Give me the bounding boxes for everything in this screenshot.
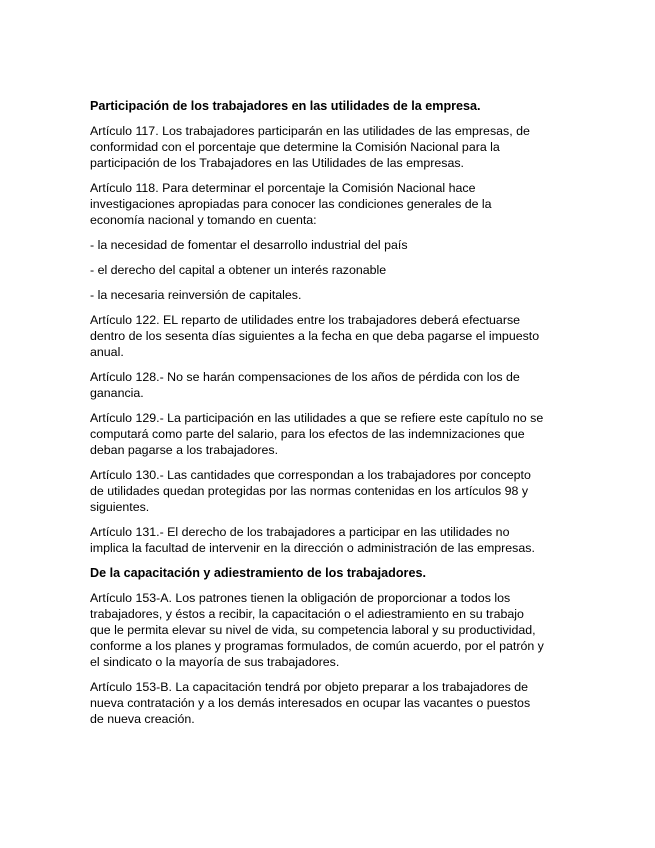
- article-122: Artículo 122. EL reparto de utilidades entre los trabajadores deberá efectuarse dentro de los sesenta días siguientes a la fecha en que deba pagarse el impuesto anual.: [90, 313, 540, 359]
- article-128: Artículo 128.- No se harán compensaciones de los años de pérdida con los de ganancia.: [90, 370, 520, 400]
- section-heading-utilidades: Participación de los trabajadores en las utilidades de la empresa.: [90, 99, 481, 113]
- document-page: [90, 98, 580, 736]
- article-118: Artículo 118. Para determinar el porcentaje la Comisión Nacional hace investigaciones apropiadas para conocer las condiciones generales de la economía nacional y tomando en cuenta:: [90, 181, 492, 227]
- article-130: Artículo 130.- Las cantidades que correspondan a los trabajadores por concepto de utilidades quedan protegidas por las normas contenidas en los artículos 98 y siguientes.: [90, 468, 531, 514]
- article-131: Artículo 131.- El derecho de los trabajadores a participar en las utilidades no implica la facultad de intervenir en la dirección o administración de las empresas.: [90, 525, 535, 555]
- list-item-desarrollo-industrial: - la necesidad de fomentar el desarrollo industrial del país: [90, 238, 408, 252]
- article-153-b: Artículo 153-B. La capacitación tendrá por objeto preparar a los trabajadores de nueva contratación y a los demás interesados en ocupar las vacantes o puestos de nueva creación.: [90, 680, 531, 726]
- section-heading-capacitacion: De la capacitación y adiestramiento de los trabajadores.: [90, 566, 426, 580]
- article-117: Artículo 117. Los trabajadores participarán en las utilidades de las empresas, de conformidad con el porcentaje que determine la Comisión Nacional para la participación de los Trabajadores en las Utilidades de las empresas.: [90, 124, 530, 170]
- article-129: Artículo 129.- La participación en las utilidades a que se refiere este capítulo no se computará como parte del salario, para los efectos de las indemnizaciones que deban pagarse a los trabajadores.: [90, 411, 544, 457]
- list-item-interes-razonable: - el derecho del capital a obtener un interés razonable: [90, 263, 387, 277]
- article-153-a: Artículo 153-A. Los patrones tienen la obligación de proporcionar a todos los trabajadores, y éstos a recibir, la capacitación o el adiestramiento en su trabajo que le permita elevar su nivel de vida, su competencia laboral y su productividad, conforme a los planes y programas formulados, de común acuerdo, por el patrón y el sindicato o la mayoría de sus trabajadores.: [90, 591, 544, 669]
- list-item-reinversion: - la necesaria reinversión de capitales.: [90, 288, 302, 302]
